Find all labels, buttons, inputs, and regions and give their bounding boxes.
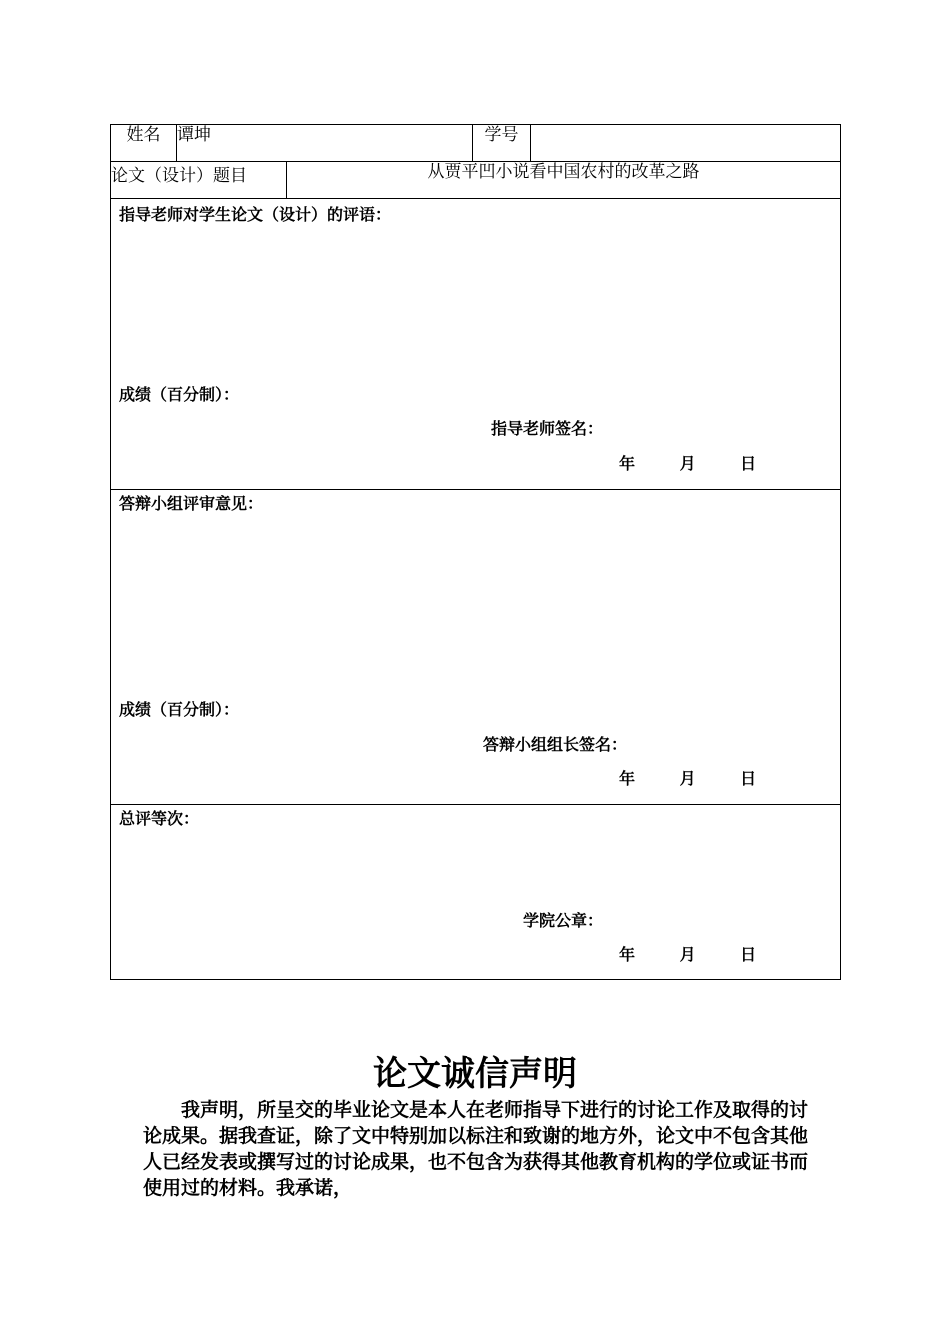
advisor-grade-label: 成绩（百分制）： — [119, 385, 240, 404]
advisor-comment-row — [111, 199, 841, 490]
advisor-comment-cell[interactable] — [111, 199, 841, 490]
advisor-signature-label: 指导老师签名： — [491, 419, 604, 438]
defense-grade-label: 成绩（百分制）： — [119, 700, 240, 719]
overall-grade-cell[interactable] — [111, 805, 841, 980]
topic-label: 论文（设计）题目 — [111, 162, 287, 199]
student-id-label: 学号 — [473, 125, 531, 162]
topic-row — [111, 162, 841, 199]
defense-comment-row — [111, 490, 841, 805]
advisor-comment-heading: 指导老师对学生论文（设计）的评语： — [119, 205, 392, 224]
name-label: 姓名 — [111, 125, 177, 162]
evaluation-form-table — [110, 124, 841, 980]
advisor-date-line: 年 月 日 — [619, 454, 757, 473]
defense-date-line: 年 月 日 — [619, 769, 757, 788]
overall-grade-row — [111, 805, 841, 980]
college-seal-label: 学院公章： — [523, 911, 604, 930]
overall-grade-heading: 总评等次： — [119, 809, 200, 828]
defense-signature-label: 答辩小组组长签名： — [483, 735, 628, 754]
student-id-field[interactable] — [531, 125, 841, 162]
defense-comment-cell[interactable] — [111, 490, 841, 805]
topic-field[interactable]: 从贾平凹小说看中国农村的改革之路 — [287, 162, 841, 199]
name-field[interactable]: 谭坤 — [177, 125, 473, 162]
declaration-title: 论文诚信声明 — [373, 1054, 577, 1094]
name-row — [111, 125, 841, 162]
overall-date-line: 年 月 日 — [619, 945, 757, 964]
defense-comment-heading: 答辩小组评审意见： — [119, 494, 264, 513]
declaration-body: 我声明，所呈交的毕业论文是本人在老师指导下进行的讨论工作及取得的讨论成果。据我查证，除了文中特别加以标注和致谢的地方外，论文中不包含其他人已经发表或撰写过的讨论成果，也不包含为获得其他教育机构的学位或证书而使用过的材料。我承诺， — [143, 1099, 809, 1199]
